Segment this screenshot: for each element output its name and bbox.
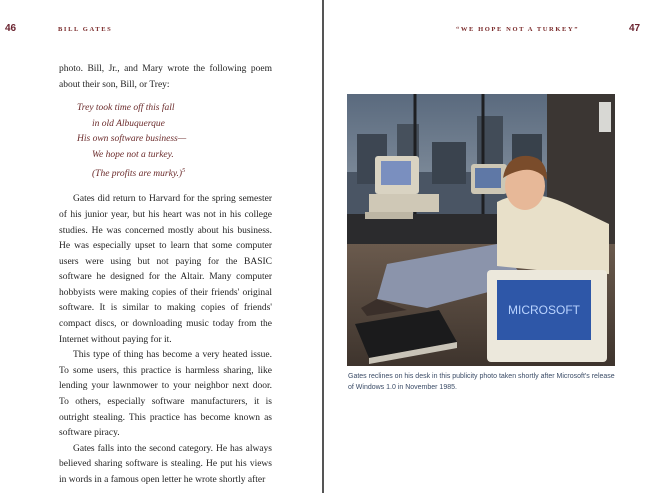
poem	[77, 101, 272, 182]
poem-line-2: in old Albuquerque	[92, 118, 165, 129]
left-page-number: 46	[5, 23, 17, 34]
footnote-marker: 5	[182, 167, 186, 174]
poem-line-4: We hope not a turkey.	[92, 149, 174, 160]
photo-caption: Gates reclines on his desk in this publicity photo taken shortly after Microsoft's release of Windows 1.0 in November 1985.	[348, 373, 615, 391]
body-paragraph-2: This type of thing has become a very heated issue. To some users, this practice is harmless sharing, like lending your lawnmower to your neighbor next door. To others, especially software manufacturers, it is outright stealing. This practice has become known as software piracy.	[59, 350, 272, 439]
screen-text: MICROSOFT	[508, 303, 580, 317]
poem-line-1: Trey took time off this fall	[77, 103, 175, 114]
body-paragraph-1: Gates did return to Harvard for the spring semester of his junior year, but his heart was not in his college studies. He was concerned mostly about his business. He was especially upset to learn that some computer users were using but not paying for the BASIC software he designed for the Altair. Many computer hobbyists were making copies of their friends' original software. It is similar to making copies of friends' compact discs, or downloading music today from the Internet without paying for it.	[59, 194, 272, 345]
intro-paragraph: photo. Bill, Jr., and Mary wrote the following poem about their son, Bill, or Trey:	[59, 64, 272, 90]
right-page	[324, 0, 650, 493]
left-body-text	[59, 62, 272, 489]
right-running-head: “WE HOPE NOT A TURKEY”	[456, 26, 580, 33]
poem-line-5	[77, 164, 272, 183]
poem-line-5-text: (The profits are murky.)	[92, 168, 183, 179]
left-running-head: BILL GATES	[58, 26, 113, 33]
right-page-number: 47	[629, 23, 641, 34]
gates-desk-photo	[347, 94, 615, 366]
left-page	[0, 0, 322, 493]
body-paragraph-3: Gates falls into the second category. He has always believed sharing software is stealing. He put his views in words in a famous open letter he wrote shortly after	[59, 443, 272, 485]
poem-line-3: His own software business—	[77, 134, 187, 145]
photo-illustration	[347, 94, 615, 366]
